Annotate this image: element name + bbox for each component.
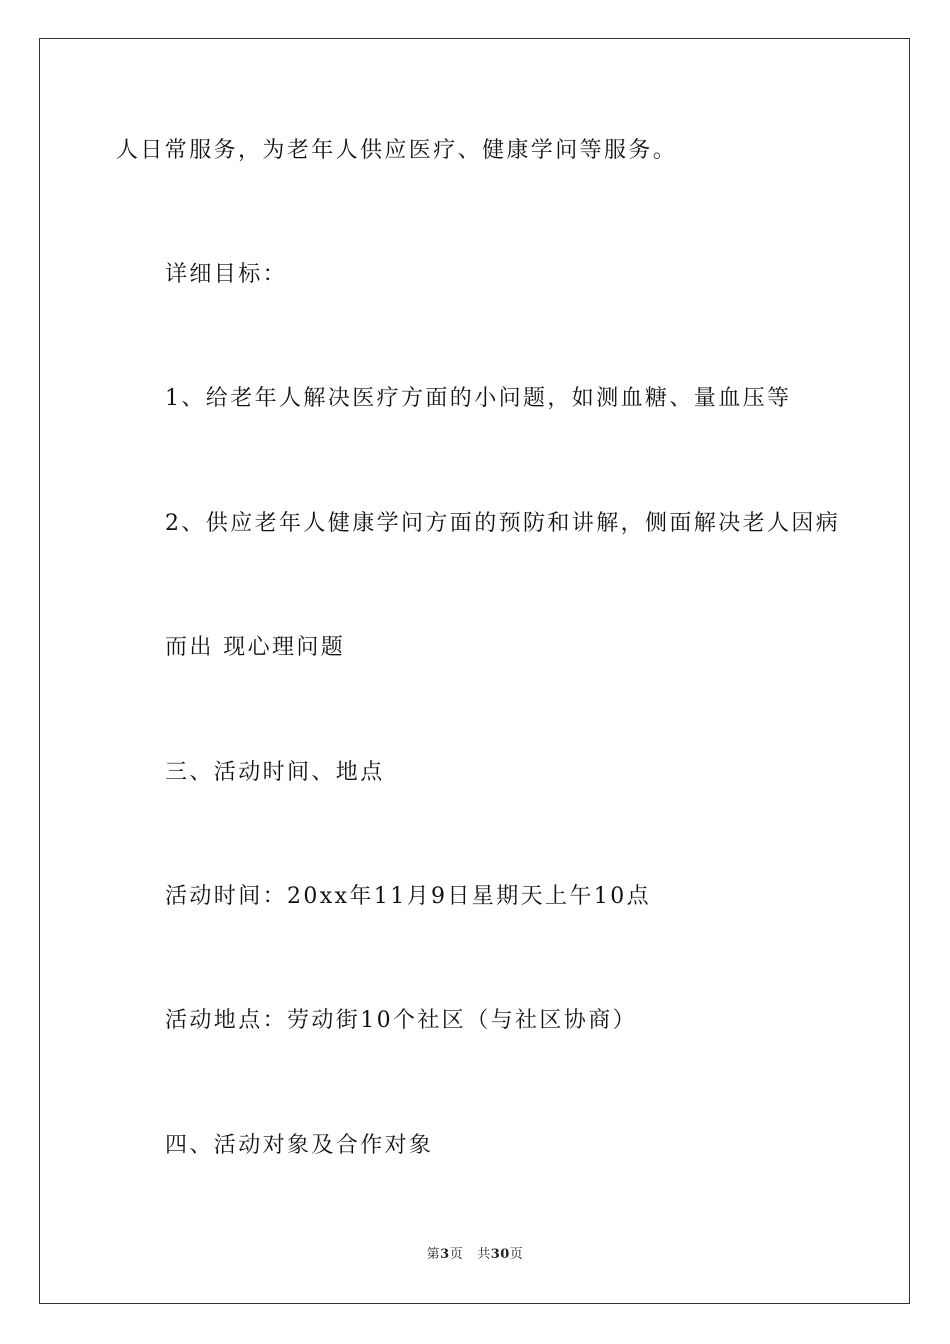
page-number-current: 3 <box>440 1247 450 1262</box>
paragraph-line-1: 人日常服务，为老年人供应医疗、健康学问等服务。 <box>116 138 678 163</box>
page-footer <box>0 1246 950 1264</box>
section-heading-participants: 四、活动对象及合作对象 <box>165 1133 434 1158</box>
page-number-prefix: 第 <box>426 1247 441 1262</box>
activity-location: 活动地点：劳动街10个社区（与社区协商） <box>165 1008 637 1033</box>
section-heading-detailed-goals: 详细目标： <box>165 262 288 287</box>
goal-item-2: 2、供应老年人健康学问方面的预防和讲解，侧面解决老人因病 <box>165 511 841 536</box>
page-total-prefix: 共 <box>477 1247 491 1262</box>
page-total-suffix: 页 <box>509 1247 524 1262</box>
goal-item-2-continued: 而出 现心理问题 <box>165 635 346 660</box>
page-number-suffix: 页 <box>449 1247 464 1262</box>
activity-time: 活动时间：20xx年11月9日星期天上午10点 <box>165 884 651 909</box>
goal-item-1: 1、给老年人解决医疗方面的小问题，如测血糖、量血压等 <box>165 386 792 411</box>
section-heading-time-place: 三、活动时间、地点 <box>165 760 385 785</box>
page-border <box>39 38 910 1304</box>
page-total: 30 <box>490 1247 510 1262</box>
